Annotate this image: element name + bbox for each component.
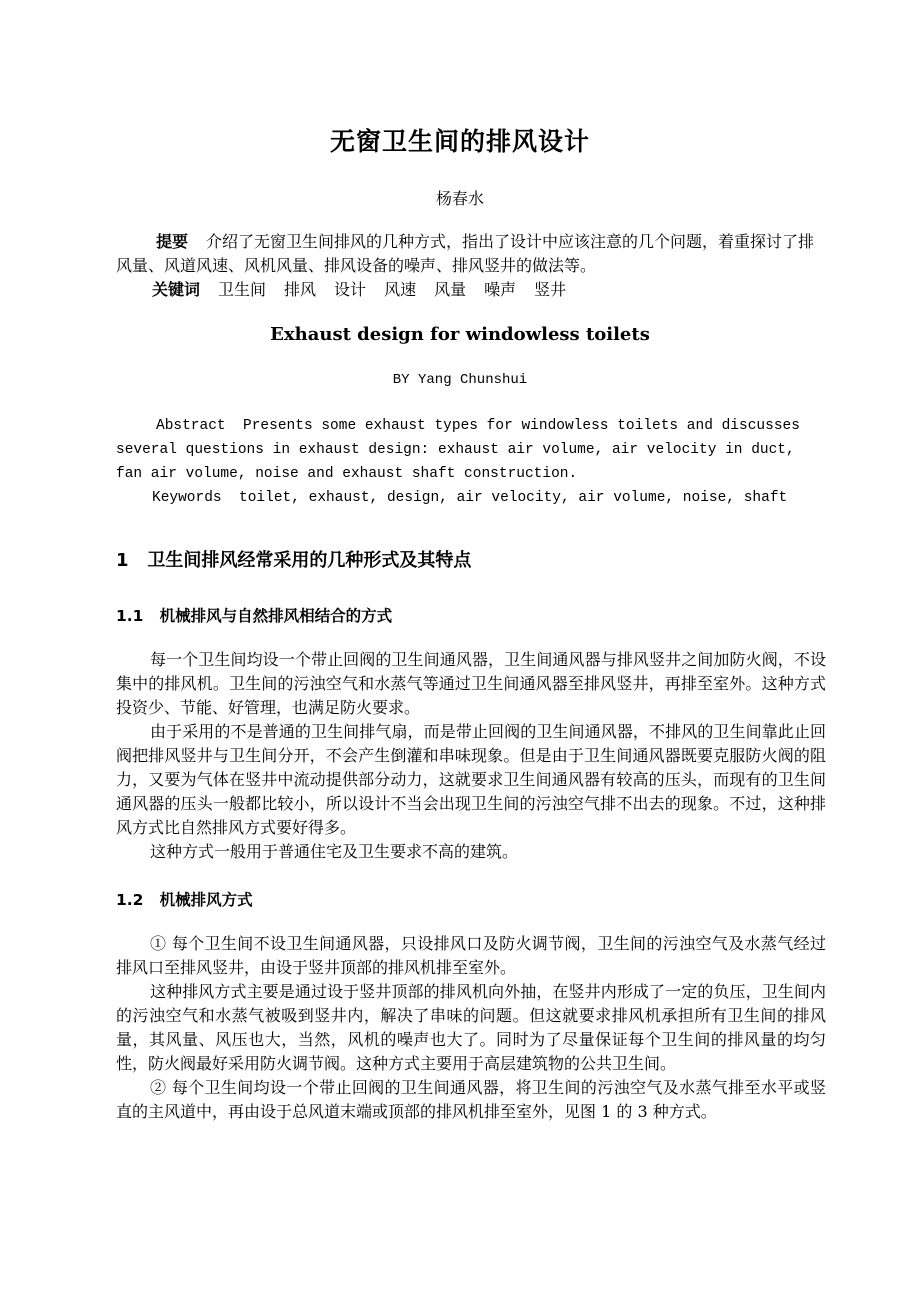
paragraph: 这种方式一般用于普通住宅及卫生要求不高的建筑。: [150, 842, 519, 861]
abstract-en: [116, 414, 828, 486]
abstract-en-label: Abstract: [156, 418, 226, 434]
author-name: 杨春水: [435, 189, 484, 208]
paragraph: ② 每个卫生间均设一个带止回阀的卫生间通风器，将卫生间的污浊空气及水蒸气排至水平或竖直的主风道中，再由设于总风道末端或顶部的排风机排至室外，见图 1 的 3 种方式。: [116, 1078, 826, 1121]
keywords-en-text: toilet, exhaust, design, air velocity, air volume, noise, shaft: [239, 490, 788, 506]
abstract-en-text: Presents some exhaust types for windowless toilets and discusses several questions in exhaust design: exhaust air volume, air velocity in duct, fan air volume, noise and exhaust shaft construction.: [116, 418, 800, 482]
paragraph: 这种排风方式主要是通过设于竖井顶部的排风机向外抽，在竖井内形成了一定的负压，卫生间内的污浊空气和水蒸气被吸到竖井内，解决了串味的问题。但这就要求排风机承担所有卫生间的排风量，其风量、风压也大，当然，风机的噪声也大了。同时为了尽量保证每个卫生间的排风量的均匀性，防火阀最好采用防火调节阀。这种方式主要用于高层建筑物的公共卫生间。: [116, 982, 826, 1073]
paragraph: 每一个卫生间均设一个带止回阀的卫生间通风器，卫生间通风器与排风竖井之间加防火阀，不设集中的排风机。卫生间的污浊空气和水蒸气等通过卫生间通风器至排风竖井，再排至室外。这种方式投资少、节能、好管理，也满足防火要求。: [116, 650, 826, 717]
section-1-1-heading: 1.1 机械排风与自然排风相结合的方式: [116, 607, 393, 625]
abstract-cn: [116, 230, 828, 278]
section-1-2-body: [116, 932, 826, 1124]
keywords-en-label: Keywords: [152, 490, 222, 506]
keywords-cn-label: 关键词: [152, 280, 201, 299]
keywords-en: [116, 486, 828, 510]
keywords-cn-item: 卫生间: [218, 280, 267, 299]
keywords-cn: [116, 278, 828, 302]
keywords-cn-item: 风量: [434, 280, 467, 299]
section-1-heading: 1 卫生间排风经常采用的几种形式及其特点: [116, 550, 472, 571]
abstract-cn-label: 提要: [156, 232, 189, 251]
english-author: BY Yang Chunshui: [392, 372, 528, 388]
keywords-cn-item: 风速: [384, 280, 417, 299]
paper-title: 无窗卫生间的排风设计: [329, 127, 590, 156]
keywords-cn-item: 排风: [284, 280, 317, 299]
keywords-cn-item: 噪声: [484, 280, 517, 299]
section-1-1-body: [116, 648, 826, 864]
keywords-cn-item: 设计: [334, 280, 367, 299]
paragraph: ① 每个卫生间不设卫生间通风器，只设排风口及防火调节阀，卫生间的污浊空气及水蒸气经过排风口至排风竖井，由设于竖井顶部的排风机排至室外。: [116, 934, 826, 977]
section-1-2-heading: 1.2 机械排风方式: [116, 891, 253, 909]
abstract-cn-text: 介绍了无窗卫生间排风的几种方式，指出了设计中应该注意的几个问题，着重探讨了排风量、风道风速、风机风量、排风设备的噪声、排风竖井的做法等。: [116, 232, 815, 275]
english-title: Exhaust design for windowless toilets: [270, 324, 650, 345]
keywords-cn-item: 竖井: [534, 280, 567, 299]
paragraph: 由于采用的不是普通的卫生间排气扇，而是带止回阀的卫生间通风器，不排风的卫生间靠此止回阀把排风竖井与卫生间分开，不会产生倒灌和串味现象。但是由于卫生间通风器既要克服防火阀的阻力，又要为气体在竖井中流动提供部分动力，这就要求卫生间通风器有较高的压头，而现有的卫生间通风器的压头一般都比较小，所以设计不当会出现卫生间的污浊空气排不出去的现象。不过，这种排风方式比自然排风方式要好得多。: [116, 722, 826, 837]
